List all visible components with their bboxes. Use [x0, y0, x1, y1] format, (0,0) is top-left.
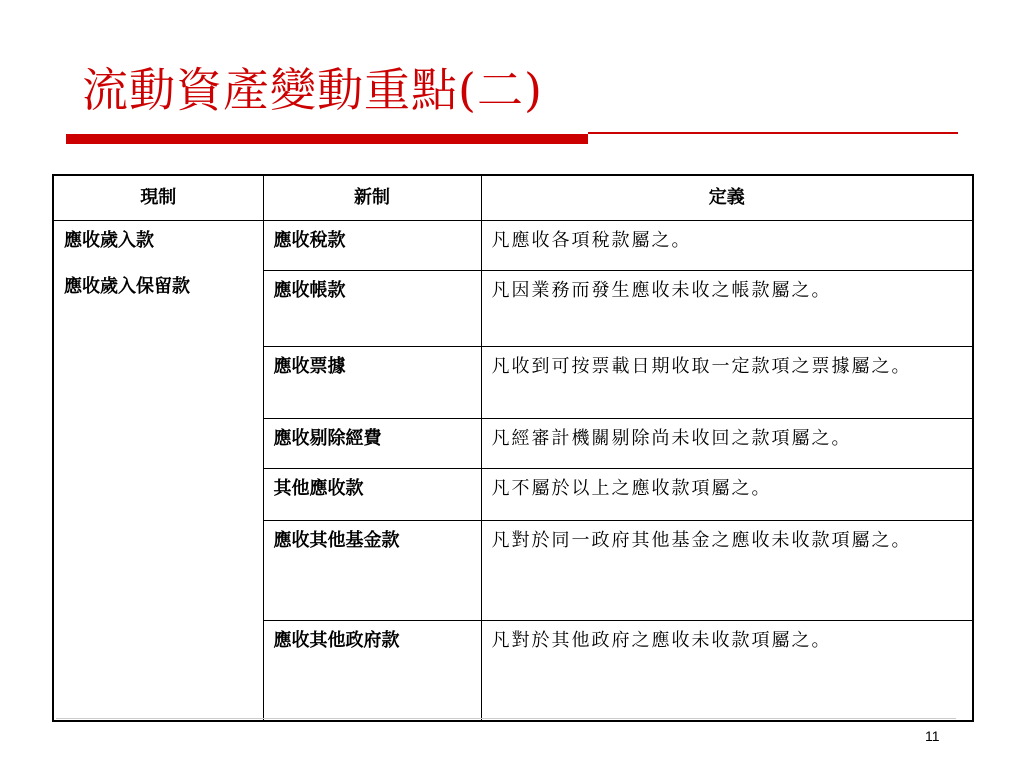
new-item: 應收票據	[263, 347, 481, 419]
title-underline-thick	[66, 134, 588, 144]
definition-cell: 凡經審計機關剔除尚未收回之款項屬之。	[481, 419, 973, 469]
new-item: 應收其他政府款	[263, 621, 481, 721]
definition-cell: 凡不屬於以上之應收款項屬之。	[481, 469, 973, 521]
footer-divider	[56, 718, 956, 719]
new-item: 應收剔除經費	[263, 419, 481, 469]
new-item: 其他應收款	[263, 469, 481, 521]
definition-cell: 凡應收各項稅款屬之。	[481, 221, 973, 271]
header-new-system: 新制	[263, 175, 481, 221]
definition-cell: 凡對於其他政府之應收未收款項屬之。	[481, 621, 973, 721]
new-item: 應收帳款	[263, 271, 481, 347]
new-item: 應收其他基金款	[263, 521, 481, 621]
header-row	[53, 175, 973, 221]
title-underline-thin	[588, 132, 958, 134]
header-definition: 定義	[481, 175, 973, 221]
old-item: 應收歲入款	[64, 230, 154, 251]
definition-cell: 凡收到可按票載日期收取一定款項之票據屬之。	[481, 347, 973, 419]
new-item: 應收稅款	[263, 221, 481, 271]
definition-cell: 凡因業務而發生應收未收之帳款屬之。	[481, 271, 973, 347]
table-row	[53, 221, 973, 271]
definition-table	[52, 174, 974, 722]
old-system-cell	[53, 221, 263, 721]
definition-cell: 凡對於同一政府其他基金之應收未收款項屬之。	[481, 521, 973, 621]
old-item: 應收歲入保留款	[64, 276, 190, 297]
page-number: 11	[925, 728, 940, 744]
slide-title: 流動資產變動重點(二)	[82, 63, 543, 117]
header-old-system: 現制	[53, 175, 263, 221]
